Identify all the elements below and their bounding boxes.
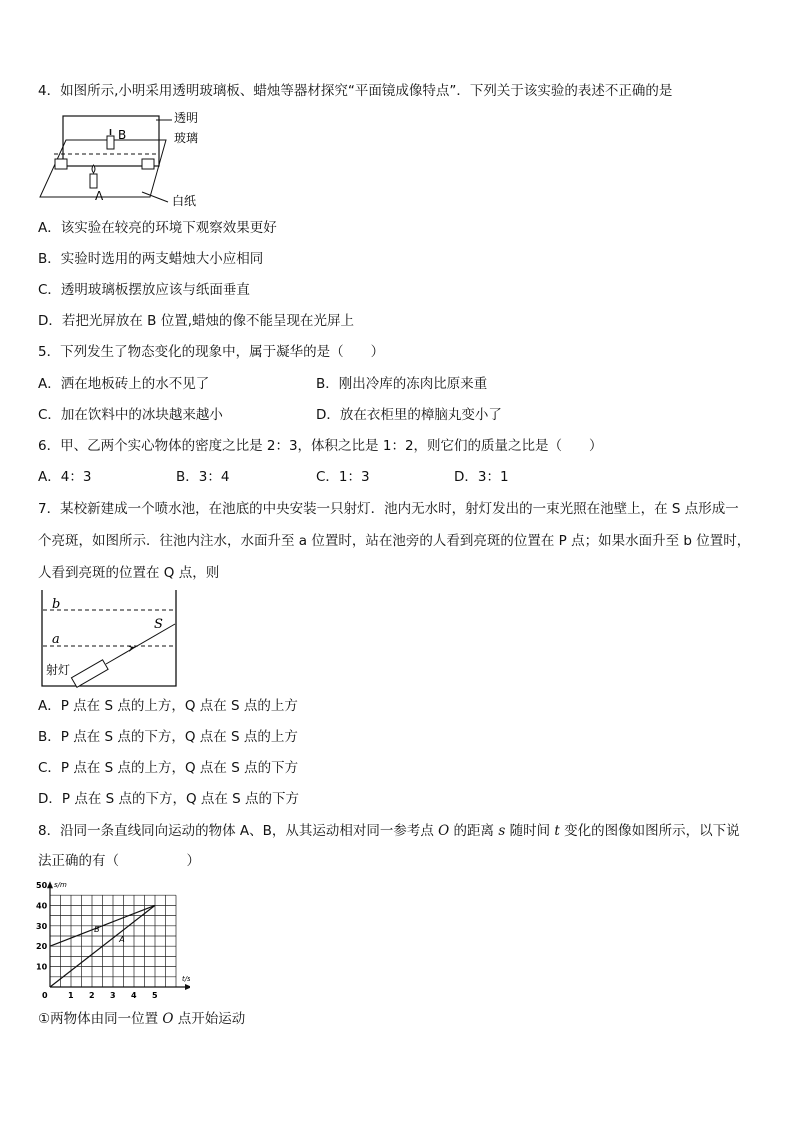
y-tick-label: 40 bbox=[36, 901, 48, 911]
candle-B-shape bbox=[107, 136, 114, 149]
q8-stem-s: s bbox=[498, 823, 506, 839]
st-graph bbox=[30, 872, 190, 1002]
q5-option-c: C．加在饮料中的冰块越来越小 bbox=[38, 407, 223, 423]
series-label-A: A bbox=[119, 935, 125, 945]
q8-stem-post: 变化的图像如图所示，以下说 bbox=[559, 823, 740, 839]
x-tick-label: 4 bbox=[131, 991, 137, 1000]
y-axis-label: s/m bbox=[54, 881, 67, 890]
q8-stem-mid2: 随时间 bbox=[505, 823, 555, 839]
x-tick-label: 1 bbox=[68, 991, 74, 1000]
q7-stem-line-1: 7．某校新建成一个喷水池，在池底的中央安装一只射灯．池内无水时，射灯发出的一束光照在池壁上，在 S 点形成一 bbox=[38, 501, 739, 517]
q4-stem: 4．如图所示,小明采用透明玻璃板、蜡烛等器材探究“平面镜成像特点”．下列关于该实验的表述不正确的是 bbox=[38, 83, 673, 99]
q5-option-d: D．放在衣柜里的樟脑丸变小了 bbox=[316, 407, 502, 423]
q8-stem-t: t bbox=[554, 823, 560, 839]
label-b: b bbox=[52, 597, 61, 612]
pool-diagram bbox=[38, 588, 182, 690]
x-tick-label: 2 bbox=[89, 991, 95, 1000]
q7-option-b: B．P 点在 S 点的下方，Q 点在 S 点的上方 bbox=[38, 729, 298, 745]
q6-option-c: C．1：3 bbox=[316, 469, 370, 485]
q7-option-d: D．P 点在 S 点的下方，Q 点在 S 点的下方 bbox=[38, 791, 300, 807]
label-B: B bbox=[118, 128, 127, 142]
y-tick-label: 10 bbox=[36, 962, 48, 972]
q6-option-d: D．3：1 bbox=[454, 469, 509, 485]
origin-label: 0 bbox=[42, 991, 48, 1000]
lamp-shape bbox=[71, 660, 108, 688]
q5-stem: 5．下列发生了物态变化的现象中，属于凝华的是（ ） bbox=[38, 344, 385, 360]
q8-statement-1 bbox=[38, 1010, 245, 1028]
q7-stem-line-3: 人看到亮斑的位置在 Q 点，则 bbox=[38, 565, 220, 581]
y-axis-arrow bbox=[47, 881, 53, 888]
series-label-B: B bbox=[94, 924, 100, 934]
q8-chart bbox=[30, 872, 190, 1006]
q5-option-a: A．洒在地板砖上的水不见了 bbox=[38, 376, 210, 392]
label-a: a bbox=[52, 632, 60, 647]
light-beam bbox=[106, 624, 175, 664]
label-transparent-1: 透明 bbox=[174, 111, 199, 125]
q8-statement-1-post: 点开始运动 bbox=[173, 1011, 246, 1027]
q8-statement-1-O: O bbox=[162, 1011, 174, 1027]
q8-stem-pre: 8．沿同一条直线同向运动的物体 A、B，从其运动相对同一参考点 bbox=[38, 823, 439, 839]
q6-option-b: B．3：4 bbox=[176, 469, 230, 485]
x-tick-label: 3 bbox=[110, 991, 116, 1000]
x-axis-arrow bbox=[185, 984, 190, 990]
x-tick-label: 5 bbox=[152, 991, 158, 1000]
candle-A-shape bbox=[90, 174, 97, 188]
mirror-experiment-diagram bbox=[38, 104, 238, 212]
q4-option-d: D．若把光屏放在 B 位置,蜡烛的像不能呈现在光屏上 bbox=[38, 313, 355, 329]
glass-stand-left bbox=[55, 159, 67, 169]
q8-stem-O: O bbox=[438, 823, 450, 839]
glass-stand-right bbox=[142, 159, 154, 169]
y-tick-label: 50 bbox=[36, 881, 48, 890]
q4-figure bbox=[38, 104, 238, 216]
q4-option-a: A．该实验在较亮的环境下观察效果更好 bbox=[38, 220, 277, 236]
q7-option-c: C．P 点在 S 点的上方，Q 点在 S 点的下方 bbox=[38, 760, 299, 776]
label-transparent-2: 玻璃 bbox=[174, 131, 199, 145]
q6-stem: 6．甲、乙两个实心物体的密度之比是 2：3，体积之比是 1：2，则它们的质量之比是（ ） bbox=[38, 438, 603, 454]
q8-stem-mid: 的距离 bbox=[449, 823, 499, 839]
label-S: S bbox=[154, 617, 163, 632]
q8-stem-line-2: 法正确的有（ ） bbox=[38, 853, 200, 869]
label-paper: 白纸 bbox=[172, 194, 197, 208]
q7-stem-line-2: 个亮斑，如图所示．往池内注水，水面升至 a 位置时，站在池旁的人看到亮斑的位置在 P 点；如果水面升至 b 位置时， bbox=[38, 533, 751, 549]
y-tick-label: 20 bbox=[36, 942, 48, 952]
q4-option-b: B．实验时选用的两支蜡烛大小应相同 bbox=[38, 251, 264, 267]
q7-option-a: A．P 点在 S 点的上方，Q 点在 S 点的上方 bbox=[38, 698, 298, 714]
q8-statement-1-pre: ①两物体由同一位置 bbox=[38, 1011, 163, 1027]
q7-figure bbox=[38, 588, 182, 694]
q5-option-b: B．刚出冷库的冻肉比原来重 bbox=[316, 376, 488, 392]
x-axis-label: t/s bbox=[182, 975, 190, 983]
y-tick-label: 30 bbox=[36, 921, 48, 931]
q4-option-c: C．透明玻璃板摆放应该与纸面垂直 bbox=[38, 282, 250, 298]
label-lamp: 射灯 bbox=[46, 663, 71, 677]
q6-option-a: A．4：3 bbox=[38, 469, 92, 485]
label-A: A bbox=[95, 189, 104, 203]
q8-stem-line-1 bbox=[38, 822, 740, 840]
candle-A-flame bbox=[92, 165, 95, 173]
